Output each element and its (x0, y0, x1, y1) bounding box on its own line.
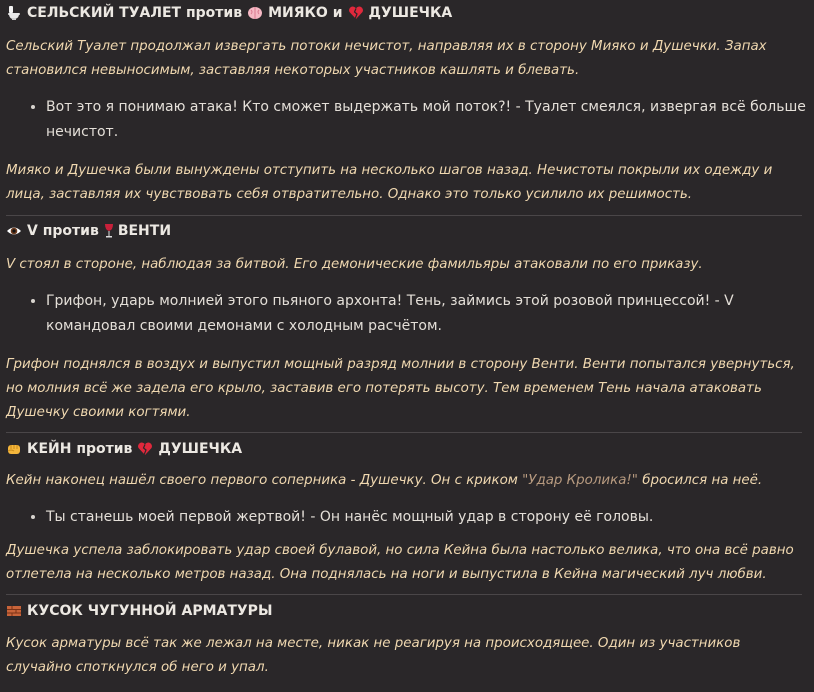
quote-highlight: "Удар Кролика!" (522, 473, 638, 488)
narration: Грифон поднялся в воздух и выпустил мощный разряд молнии в сторону Венти. Венти попытался увернуться, но молния всё же задела его крыло, заставив его потерять высоту. Тем временем Тень начала атаковать Душечку своими когтями. (6, 357, 795, 420)
heading-text: СЕЛЬСКИЙ ТУАЛЕТ против (27, 5, 243, 21)
narration: Сельский Туалет продолжал извергать потоки нечистот, направляя их в сторону Мияко и Душечки. Запах становился невыносимым, заставляя некоторых участников кашлять и блевать. (6, 39, 767, 78)
fist-icon (6, 441, 22, 457)
narration: V стоял в стороне, наблюдая за битвой. Его демонические фамильяры атаковали по его приказу. (6, 257, 703, 272)
narration: Мияко и Душечка были вынуждены отступить на несколько шагов назад. Нечистоты покрыли их одежду и лица, заставляя их чувствовать себя отвратительно. Однако это только усилило их решимость. (6, 163, 773, 202)
dialogue-list (6, 505, 808, 530)
heading-text: V против (27, 223, 99, 239)
broken-heart-icon (348, 5, 364, 21)
narration-text: бросился на неё. (637, 473, 763, 488)
dialogue-list (6, 289, 808, 339)
section-toilet (6, 0, 808, 215)
section-rebar (6, 595, 808, 680)
narration (6, 469, 808, 493)
narration-text: Кейн наконец нашёл своего первого соперника - Душечку. Он с криком (6, 473, 523, 488)
dialogue-item: • Грифон, ударь молнией этого пьяного архонта! Тень, займись этой розовой принцессой! - V командовал своими демонами с холодным расчётом. (46, 289, 808, 339)
section-heading (6, 438, 808, 460)
dialogue-item: • Ты станешь моей первой жертвой! - Он нанёс мощный удар в сторону её головы. (46, 505, 808, 530)
section-heading (6, 2, 808, 24)
dialogue-item: • Вот это я понимаю атака! Кто сможет выдержать мой поток?! - Туалет смеялся, извергая всё больше нечистот. (46, 95, 808, 145)
toilet-icon (6, 5, 22, 21)
brain-icon (247, 5, 263, 21)
section-kane (6, 433, 808, 594)
section-v (6, 216, 808, 432)
wine-glass-icon (103, 223, 115, 239)
heading-text: ДУШЕЧКА (368, 5, 453, 21)
broken-heart-icon (137, 441, 153, 457)
heading-text: ВЕНТИ (117, 223, 172, 239)
heading-text: ДУШЕЧКА (158, 441, 243, 457)
narration: Кусок арматуры всё так же лежал на месте, никак не реагируя на происходящее. Один из участников случайно споткнулся об него и упал. (6, 636, 741, 675)
heading-text: МИЯКО и (268, 5, 343, 21)
heading-text: КУСОК ЧУГУННОЙ АРМАТУРЫ (27, 603, 273, 619)
section-heading (6, 600, 808, 622)
brick-icon (6, 603, 22, 619)
eye-icon (6, 223, 22, 239)
heading-text: КЕЙН против (27, 441, 133, 457)
dialogue-list (6, 95, 808, 145)
section-heading (6, 220, 808, 242)
narration: Душечка успела заблокировать удар своей булавой, но сила Кейна была настолько велика, что она всё равно отлетела на несколько метров назад. Она поднялась на ноги и выпустила в Кейна магический луч любви. (6, 543, 794, 582)
